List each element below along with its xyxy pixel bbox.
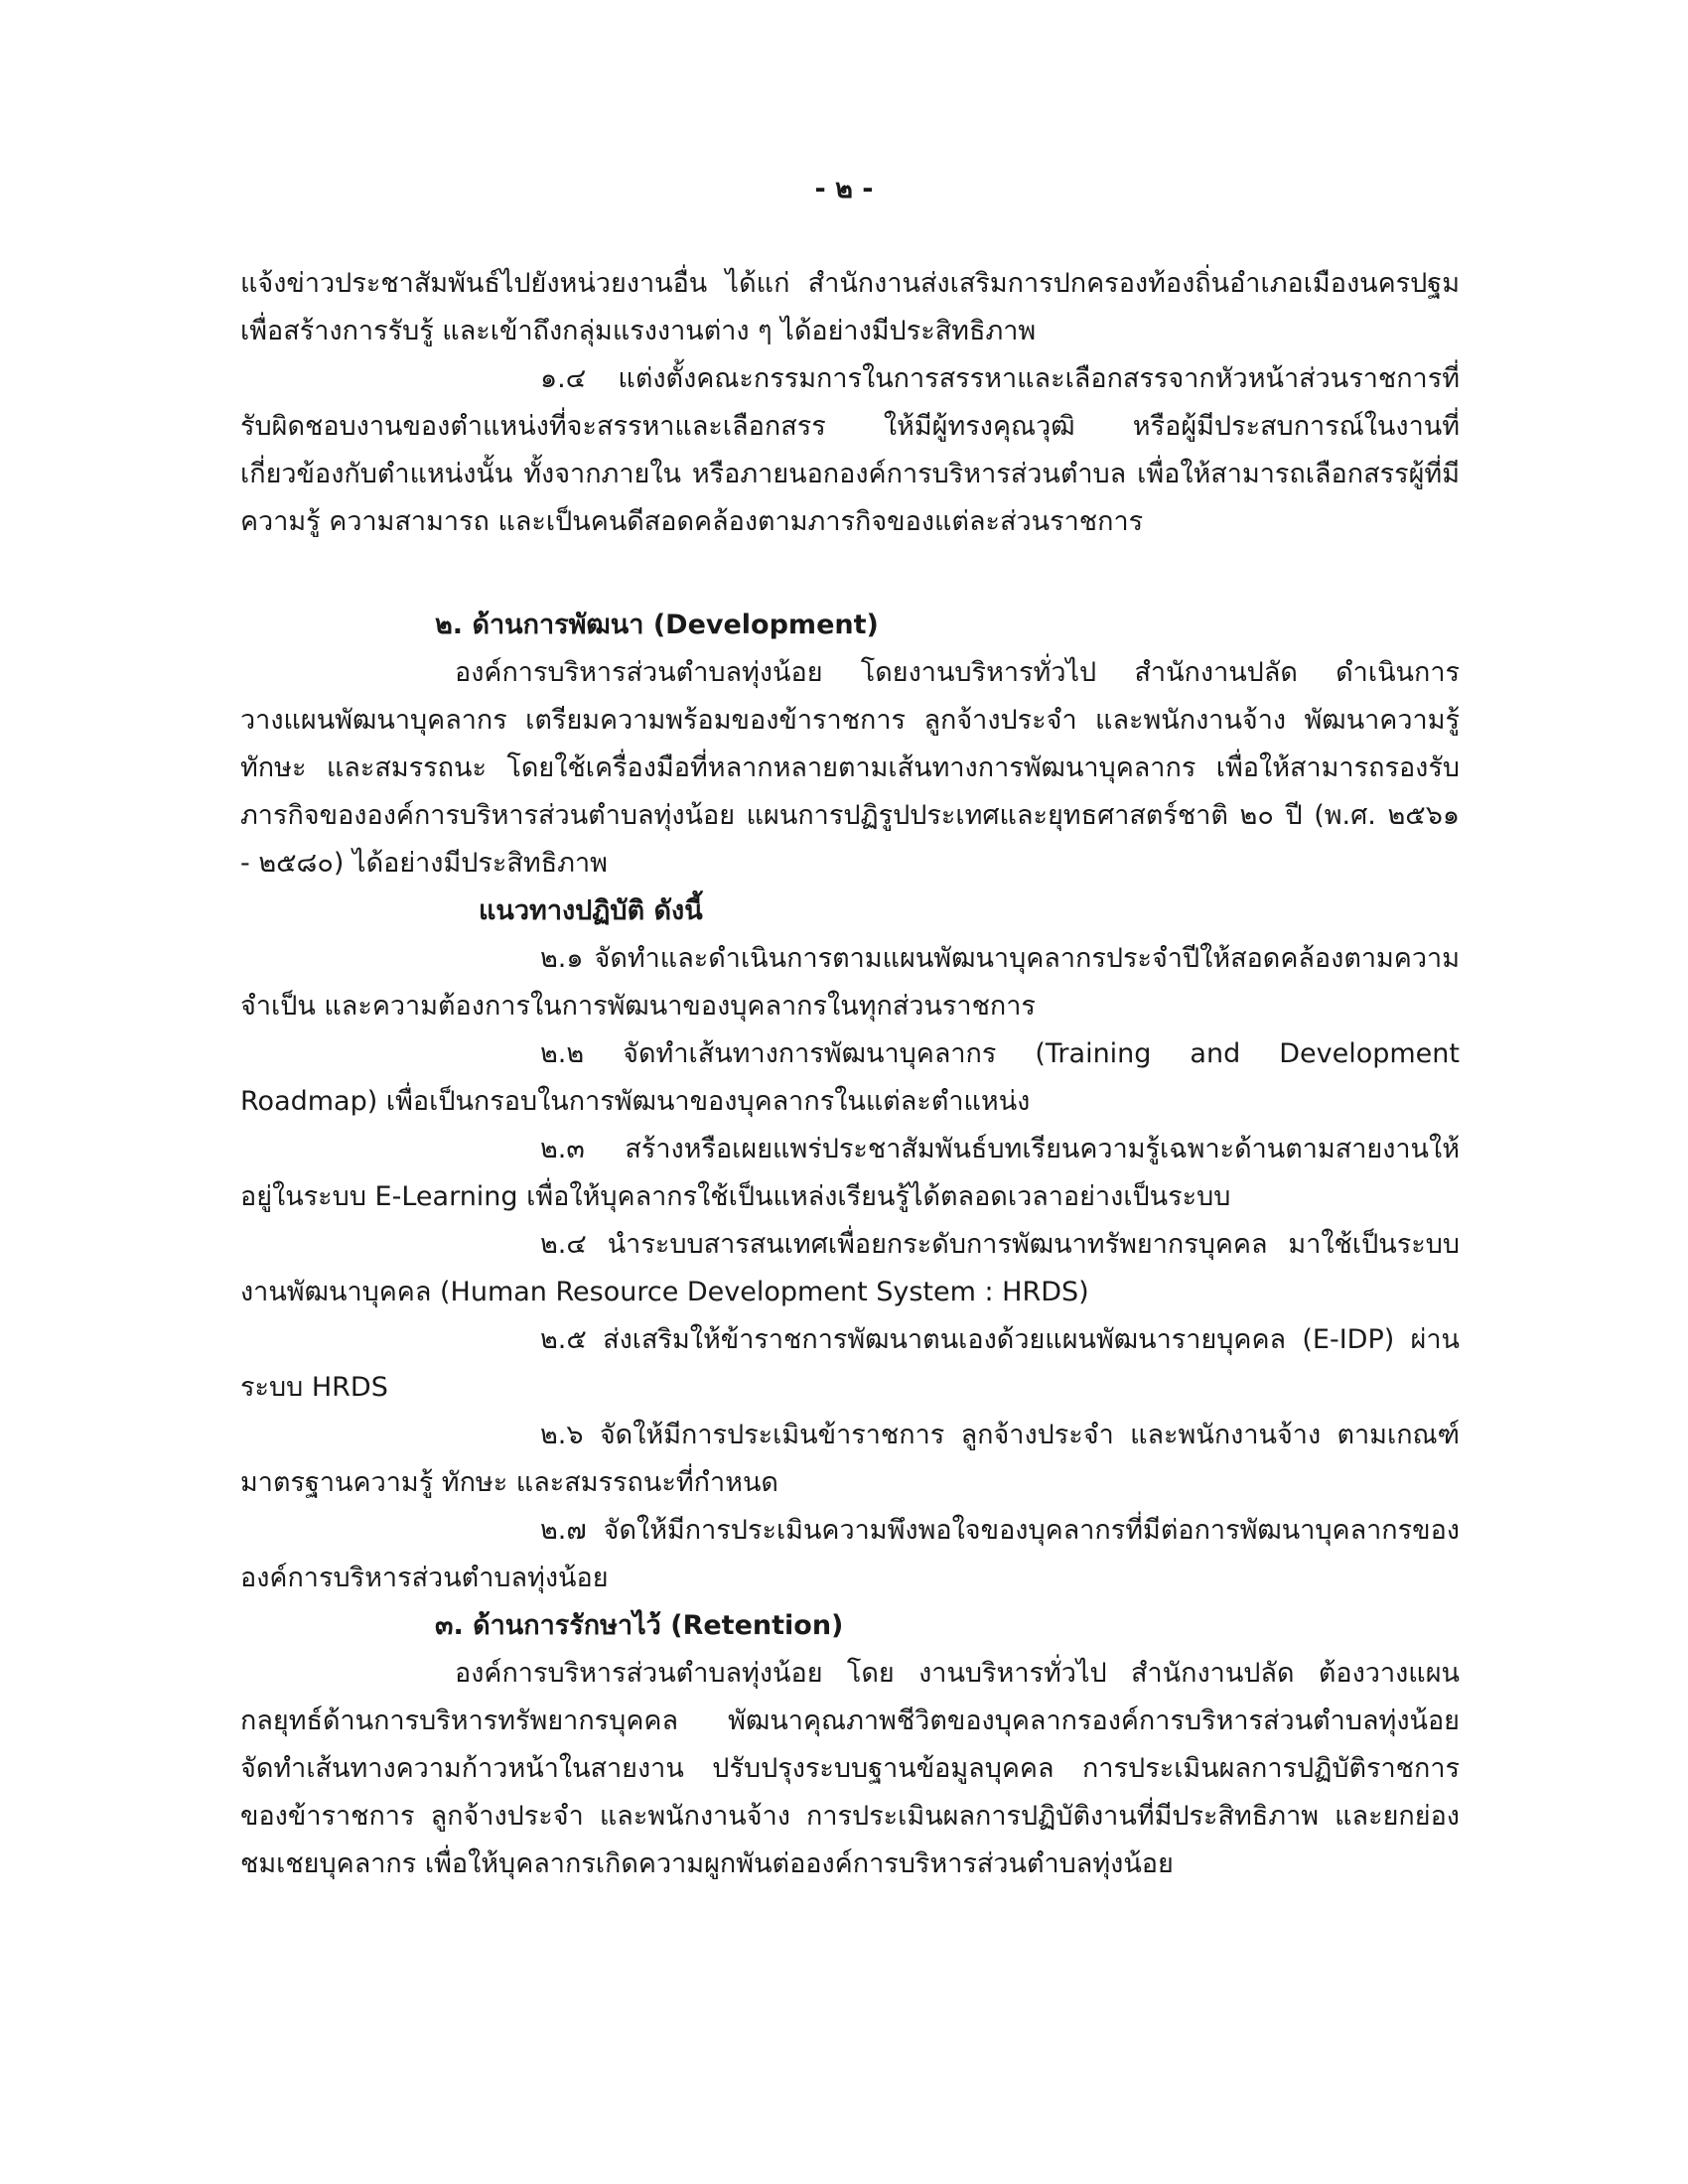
section2-heading: ๒. ด้านการพัฒนา (Development) bbox=[435, 610, 879, 640]
section1-item-1-4: ๑.๔ แต่งตั้งคณะกรรมการในการสรรหาและเลือกสรรจากหัวหน้าส่วนราชการที่รับผิดชอบงานของตำแหน่งที่จะสรรหาและเลือกสรร ให้มีผู้ทรงคุณวุฒิ หรือผู้มีประสบการณ์ในงานที่เกี่ยวข้องกับตำแหน่งนั้น ทั้งจากภายใน หรือภายนอกองค์การบริหารส่วนตำบล เพื่อให้สามารถเลือกสรรผู้ที่มีความรู้ ความสามารถ และเป็นคนดีสอดคล้องตามภารกิจของแต่ละส่วนราชการ bbox=[240, 363, 1460, 537]
section3-heading: ๓. ด้านการรักษาไว้ (Retention) bbox=[435, 1610, 844, 1641]
section-spacer bbox=[240, 546, 1460, 602]
section2-item-2-6: ๒.๖ จัดให้มีการประเมินข้าราชการ ลูกจ้างประจำ และพนักงานจ้าง ตามเกณฑ์มาตรฐานความรู้ ทักษะ และสมรรถนะที่กำหนด bbox=[240, 1420, 1460, 1498]
page-number: - ๒ - bbox=[814, 174, 874, 205]
document-body bbox=[240, 260, 1460, 1888]
section2-item-2-3: ๒.๓ สร้างหรือเผยแพร่ประชาสัมพันธ์บทเรียนความรู้เฉพาะด้านตามสายงานให้อยู่ในระบบ E-Learning เพื่อให้บุคลากรใช้เป็นแหล่งเรียนรู้ได้ตลอดเวลาอย่างเป็นระบบ bbox=[240, 1134, 1460, 1212]
section1-continuation-paragraph: แจ้งข่าวประชาสัมพันธ์ไปยังหน่วยงานอื่น ได้แก่ สำนักงานส่งเสริมการปกครองท้องถิ่นอำเภอเมืองนครปฐม เพื่อสร้างการรับรู้ และเข้าถึงกลุ่มแรงงานต่าง ๆ ได้อย่างมีประสิทธิภาพ bbox=[240, 268, 1460, 346]
section2-item-2-4: ๒.๔ นำระบบสารสนเทศเพื่อยกระดับการพัฒนาทรัพยากรบุคคล มาใช้เป็นระบบงานพัฒนาบุคคล (Human Resource Development System : HRDS) bbox=[240, 1229, 1460, 1307]
section3-intro-paragraph: องค์การบริหารส่วนตำบลทุ่งน้อย โดย งานบริหารทั่วไป สำนักงานปลัด ต้องวางแผนกลยุทธ์ด้านการบริหารทรัพยากรบุคคล พัฒนาคุณภาพชีวิตของบุคลากรองค์การบริหารส่วนตำบลทุ่งน้อย จัดทำเส้นทางความก้าวหน้าในสายงาน ปรับปรุงระบบฐานข้อมูลบุคคล การประเมินผลการปฏิบัติราชการของข้าราชการ ลูกจ้างประจำ และพนักงานจ้าง การประเมินผลการปฏิบัติงานที่มีประสิทธิภาพ และยกย่อง ชมเชยบุคลากร เพื่อให้บุคลากรเกิดความผูกพันต่อองค์การบริหารส่วนตำบลทุ่งน้อย bbox=[240, 1658, 1460, 1879]
section2-item-2-1: ๒.๑ จัดทำและดำเนินการตามแผนพัฒนาบุคลากรประจำปีให้สอดคล้องตามความจำเป็น และความต้องการในการพัฒนาของบุคลากรในทุกส่วนราชการ bbox=[240, 943, 1460, 1022]
section2-intro-paragraph: องค์การบริหารส่วนตำบลทุ่งน้อย โดยงานบริหารทั่วไป สำนักงานปลัด ดำเนินการวางแผนพัฒนาบุคลากร เตรียมความพร้อมของข้าราชการ ลูกจ้างประจำ และพนักงานจ้าง พัฒนาความรู้ ทักษะ และสมรรถนะ โดยใช้เครื่องมือที่หลากหลายตามเส้นทางการพัฒนาบุคลากร เพื่อให้สามารถรองรับภารกิจขององค์การบริหารส่วนตำบลทุ่งน้อย แผนการปฏิรูปประเทศและยุทธศาสตร์ชาติ ๒๐ ปี (พ.ศ. ๒๕๖๑ - ๒๕๘๐) ได้อย่างมีประสิทธิภาพ bbox=[240, 657, 1460, 879]
section2-item-2-7: ๒.๗ จัดให้มีการประเมินความพึงพอใจของบุคลากรที่มีต่อการพัฒนาบุคลากรขององค์การบริหารส่วนตำบลทุ่งน้อย bbox=[240, 1515, 1460, 1593]
section2-guideline-heading: แนวทางปฏิบัติ ดังนี้ bbox=[479, 895, 703, 926]
section2-item-2-5: ๒.๕ ส่งเสริมให้ข้าราชการพัฒนาตนเองด้วยแผนพัฒนารายบุคคล (E-IDP) ผ่านระบบ HRDS bbox=[240, 1324, 1460, 1403]
section2-item-2-2: ๒.๒ จัดทำเส้นทางการพัฒนาบุคลากร (Training and Development Roadmap) เพื่อเป็นกรอบในการพัฒนาของบุคลากรในแต่ละตำแหน่ง bbox=[240, 1038, 1460, 1117]
